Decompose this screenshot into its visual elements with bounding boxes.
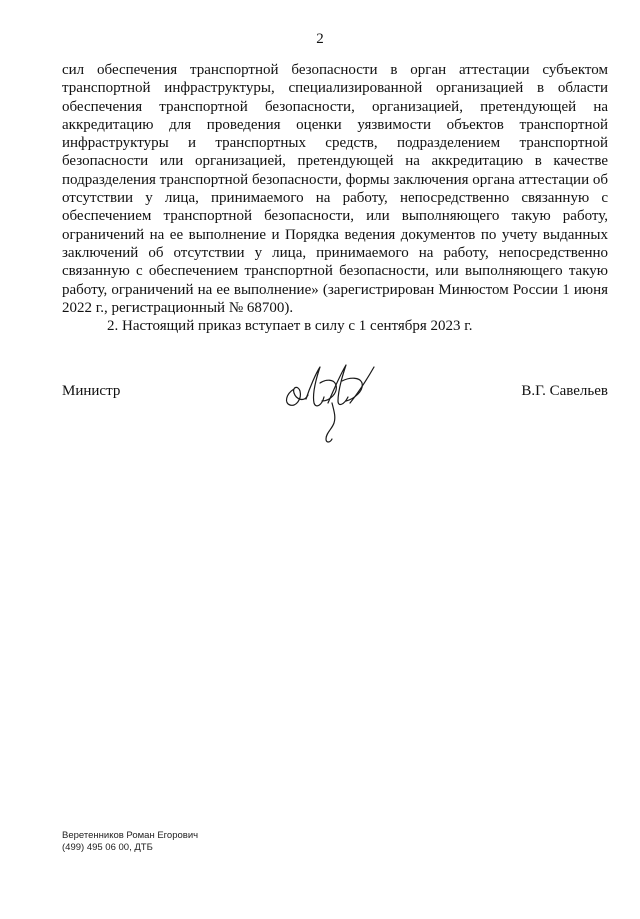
signer-position: Министр <box>62 383 121 399</box>
executor-info <box>62 830 198 854</box>
signer-name: В.Г. Савельев <box>521 383 608 399</box>
page-number: 2 <box>316 31 324 47</box>
document-body <box>62 61 608 335</box>
signature-block <box>62 383 608 453</box>
executor-name: Веретенников Роман Егорович <box>62 830 199 841</box>
clause-2: 2. Настоящий приказ вступает в силу с 1 сентября 2023 г. <box>107 318 473 335</box>
handwritten-signature <box>276 359 386 449</box>
paragraph-continuation: сил обеспечения транспортной безопасности в орган аттестации субъектом транспортной инфраструктуры, специализированной организацией в области обеспечения транспортной безопасности, организацией, претендующей на аккредитацию для проведения оценки уязвимости объектов транспортной инфраструктуры и транспортных средств, подразделением транспортной безопасности или организацией, претендующей на аккредитацию в качестве подразделения транспортной безопасности, формы заключения органа аттестации об отсутствии у лица, принимаемого на работу, непосредственно связанную с обеспечением транспортной безопасности, или выполняющего такую работу, ограничений на ее выполнение и Порядка ведения документов по учету выданных заключений об отсутствии у лица, принимаемого на работу, непосредственно связанную с обеспечением транспортной безопасности, или выполняющего такую работу, ограничений на ее выполнение» (зарегистрирован Минюстом России 1 июня 2022 г., регистрационный № 68700). <box>62 62 608 316</box>
executor-phone: (499) 495 06 00, ДТБ <box>62 842 153 853</box>
